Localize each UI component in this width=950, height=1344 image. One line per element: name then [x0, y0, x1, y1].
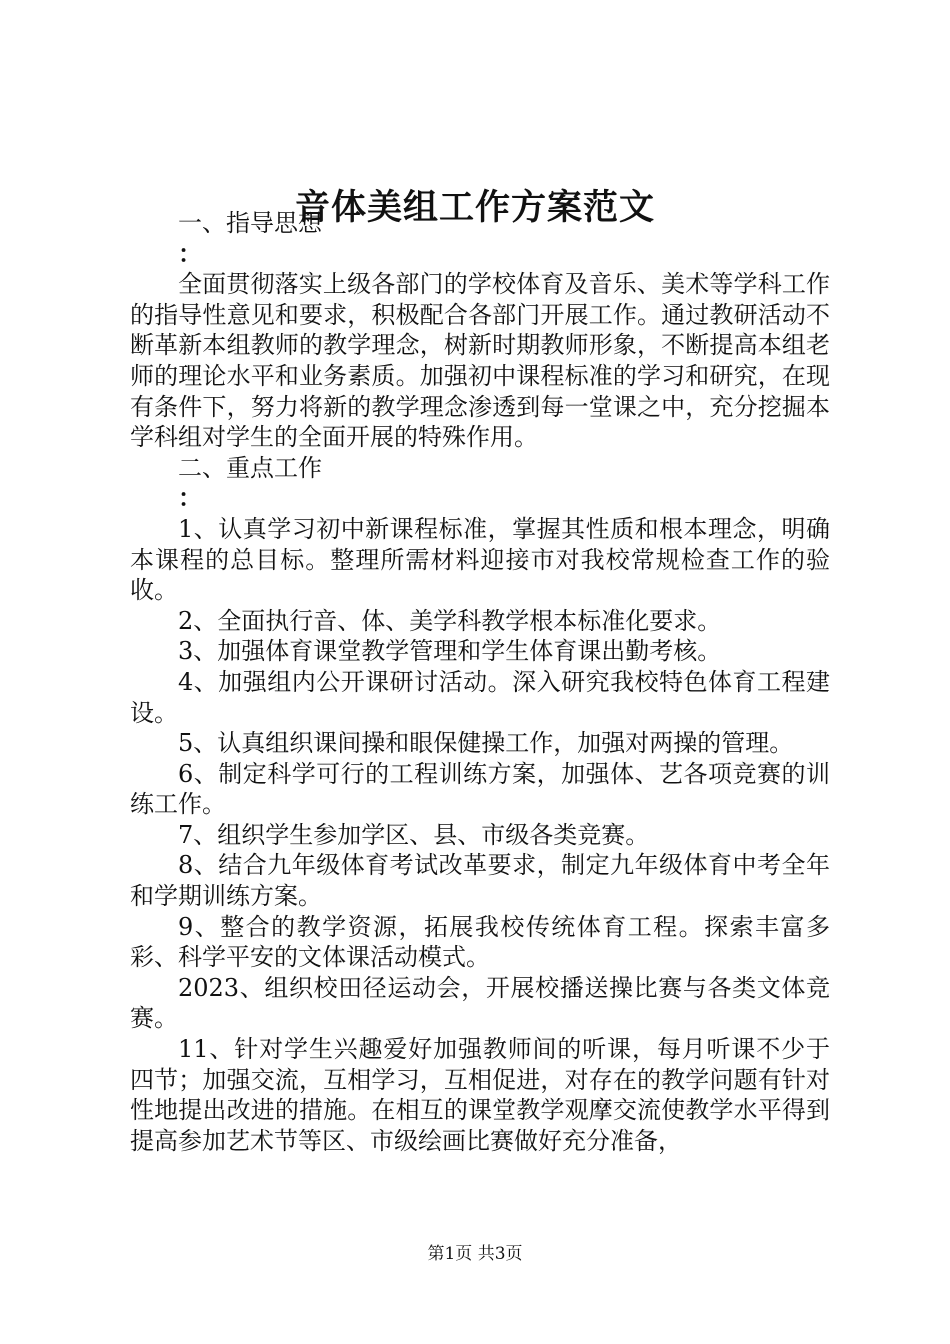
list-item: 6、制定科学可行的工程训练方案，加强体、艺各项竞赛的训练工作。 — [130, 759, 830, 819]
list-item: 1、认真学习初中新课程标准，掌握其性质和根本理念，明确本课程的总目标。整理所需材料迎接市对我校常规检查工作的验收。 — [130, 514, 830, 605]
list-item: 9、整合的教学资源，拓展我校传统体育工程。探索丰富多彩、科学平安的文体课活动模式。 — [130, 912, 830, 972]
list-item: 5、认真组织课间操和眼保健操工作，加强对两操的管理。 — [178, 729, 794, 758]
list-item: 8、结合九年级体育考试改革要求，制定九年级体育中考全年和学期训练方案。 — [130, 851, 830, 911]
section-heading-guiding-ideology: 一、指导思想 — [178, 209, 322, 237]
list-item: 2、全面执行音、体、美学科教学根本标准化要求。 — [178, 606, 722, 635]
page-footer: 第1页 共3页 — [427, 1244, 523, 1264]
colon-line: ： — [178, 483, 202, 513]
colon-line: ： — [178, 238, 202, 268]
list-item: 2023、组织校田径运动会，开展校播送操比赛与各类文体竞赛。 — [130, 973, 830, 1033]
document-title: 音体美组工作方案范文 — [294, 187, 655, 228]
list-item: 4、加强组内公开课研讨活动。深入研究我校特色体育工程建设。 — [130, 667, 830, 727]
section-heading-key-work: 二、重点工作 — [178, 453, 322, 482]
list-item: 7、组织学生参加学区、县、市级各类竞赛。 — [178, 820, 650, 849]
list-item: 11、针对学生兴趣爱好加强教师间的听课，每月听课不少于四节；加强交流，互相学习，互相促进，对存在的教学问题有针对性地提出改进的措施。在相互的课堂教学观摩交流使教学水平得到提高参加艺术节等区、市级绘画比赛做好充分准备， — [130, 1035, 830, 1155]
list-item: 3、加强体育课堂教学管理和学生体育课出勤考核。 — [178, 637, 722, 666]
document-body — [130, 208, 830, 1156]
paragraph-guiding-ideology: 全面贯彻落实上级各部门的学校体育及音乐、美术等学科工作的指导性意见和要求，积极配合各部门开展工作。通过教研活动不断革新本组教师的教学理念，树新时期教师形象，不断提高本组老师的理论水平和业务素质。加强初中课程标准的学习和研究，在现有条件下，努力将新的教学理念渗透到每一堂课之中，充分挖掘本学科组对学生的全面开展的特殊作用。 — [130, 270, 830, 452]
